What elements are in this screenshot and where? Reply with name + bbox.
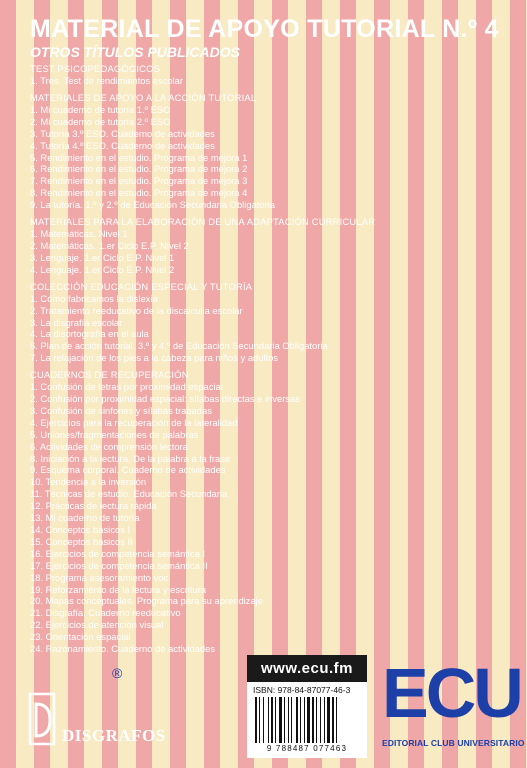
list-item: 1. Confusión de letras por proximidad espacial	[30, 381, 223, 393]
list-item: 11. Técnicas de estudio. Educación Secundaria	[30, 488, 228, 500]
barcode-bar	[324, 697, 325, 743]
disgrafos-mark-icon	[28, 690, 58, 748]
list-item: 4. La disortografía en el aula	[30, 328, 149, 340]
list-item: 4. Ejercicios para la recuperación de la lateralidad	[30, 416, 238, 428]
list-item: 6. Actividades de comprensión lectora	[30, 440, 188, 452]
list-item: 2. Tratamiento reeducativo de la discalculia escolar	[30, 304, 243, 316]
section-title: TEST PSICOPEDAGÓGICOS	[30, 63, 161, 74]
list-item: 16. Ejercicios de competencia semántica I	[30, 547, 206, 559]
publisher-name: DISGRAFOS	[62, 726, 166, 745]
list-item: 7. Rendimiento en el estudio. Programa de mejora 3	[30, 175, 248, 187]
barcode-bar	[304, 697, 305, 743]
barcode-bar	[255, 697, 257, 743]
list-item: 12. Prácticas de lectura rápida	[30, 500, 157, 512]
list-item: 14. Conceptos básicos I	[30, 524, 131, 535]
list-item: 23. Orientación espacial	[30, 631, 131, 643]
list-item: 4. Tutoría 4.º ESO. Cuaderno de actividades	[30, 139, 215, 151]
list-item: 10. Tendencia a la inversión	[30, 476, 147, 488]
barcode-bar	[291, 697, 292, 743]
barcode-icon	[253, 697, 361, 743]
section-title: MATERIALES PARA LA ELABORACIÓN DE UNA ADAPTACIÓN CURRICULAR	[30, 216, 376, 228]
list-item: 17. Ejercicios de competencia semántica II	[30, 559, 208, 571]
list-item: 3. La disgrafía escolar	[30, 316, 123, 328]
ecu-logo-letters: ECU	[382, 654, 521, 732]
barcode-bar	[307, 697, 310, 743]
barcode-bar	[316, 697, 317, 743]
barcode-bar	[268, 697, 269, 743]
list-item: 24. Razonamiento. Cuaderno de actividades	[30, 643, 216, 655]
list-item: 1. Matemáticas. Nivel 1	[30, 228, 128, 240]
list-item: 5. Rendimiento en el estudio. Programa de mejora 1	[30, 151, 248, 163]
barcode-bar	[320, 697, 321, 743]
barcode-bar	[263, 697, 264, 743]
section-title: CUADERNOS DE RECUPERACIÓN	[30, 369, 189, 381]
barcode-bar	[327, 697, 330, 743]
barcode-bar	[296, 697, 298, 743]
list-item: 9. La tutoría. 1.º y 2.º de Educación Secundaria Obligatoria	[30, 199, 276, 211]
list-item: 19. Reforzamiento de la lectura y escritura	[30, 583, 207, 595]
series-title: MATERIAL DE APOYO TUTORIAL N.º 4	[30, 15, 499, 43]
barcode-bar	[332, 697, 334, 743]
list-item: 6. Plan de acción tutorial. 3.º y 4.º de Educación Secundaria Obligatoria	[30, 340, 328, 352]
list-item: 3. Lenguaje. 1.er Ciclo E.P. Nivel 1	[30, 251, 175, 263]
list-item: 8. Iniciación a la lectura. De la palabra a la frase	[30, 452, 231, 464]
section-heading: OTROS TÍTULOS PUBLICADOS	[30, 44, 240, 60]
list-item: 1. Cómo fabricamos la dislexia	[30, 292, 158, 304]
barcode-bar	[279, 697, 282, 743]
list-item: 3. Tutoría 3.º ESO. Cuaderno de actividades	[30, 127, 215, 139]
list-item: 1. Tres. Test de rendimientos escolar	[30, 75, 184, 86]
list-item: 2. Confusión por proximidad espacial: sílabas directas e inversas	[30, 393, 300, 405]
editorial-name: EDITORIAL CLUB UNIVERSITARIO	[382, 738, 525, 748]
list-item: 2. Mi cuaderno de tutoría 2.º ESO	[30, 115, 171, 127]
list-item: 5. Uniones/fragmentaciones de palabras	[30, 428, 199, 440]
barcode-bar	[271, 697, 273, 743]
list-item: 1. Mi cuaderno de tutoría 1.º ESO	[30, 103, 171, 115]
list-item: 6. Rendimiento en el estudio. Programa de mejora 2	[30, 163, 248, 175]
list-item: 3. Confusión de sinfones y sílabas trabadas	[30, 404, 212, 416]
list-item: 4. Lenguaje. 1.er Ciclo E.P. Nivel 2	[30, 263, 175, 275]
list-item: 20. Mapas conceptuales. Programa para su aprendizaje	[30, 595, 263, 607]
barcode-bar	[284, 697, 285, 743]
barcode-bar	[288, 697, 289, 743]
section-title: MATERIALES DE APOYO A LA ACCIÓN TUTORIAL	[30, 91, 257, 103]
barcode-block	[247, 682, 367, 758]
isbn-text: ISBN: 978-84-87077-46-3	[253, 685, 351, 695]
barcode-number: 9 788487 077463	[266, 744, 348, 753]
list-item: 18. Programa asesoramiento voc.	[30, 571, 171, 583]
list-item: 15. Conceptos básicos II	[30, 535, 133, 547]
barcode-bar	[300, 697, 301, 743]
list-item: 9. Esquema corporal. Cuaderno de actividades	[30, 464, 226, 476]
registered-mark: ®	[112, 665, 123, 681]
list-item: 2. Matemáticas. 1.er Ciclo E.P. Nivel 2	[30, 239, 189, 251]
barcode-bar	[312, 697, 314, 743]
barcode-bar	[336, 697, 337, 743]
section-title: COLECCIÓN EDUCACIÓN ESPECIAL Y TUTORÍA	[30, 280, 253, 292]
list-item: 13. Mi cuaderno de tutoría	[30, 512, 140, 524]
list-item: 22. Ejercicios de atención visual	[30, 619, 164, 631]
barcode-bar	[259, 697, 260, 743]
list-item: 21. Disgrafía. Cuaderno reeducativo	[30, 607, 181, 619]
list-item: 8. Rendimiento en el estudio. Programa de mejora 4	[30, 187, 248, 199]
list-item: 7. La relajación de los pies a la cabeza para niños y adultos	[30, 352, 279, 364]
titles-list	[30, 63, 376, 655]
website-label: www.ecu.fm	[247, 655, 367, 682]
barcode-bar	[275, 697, 276, 743]
